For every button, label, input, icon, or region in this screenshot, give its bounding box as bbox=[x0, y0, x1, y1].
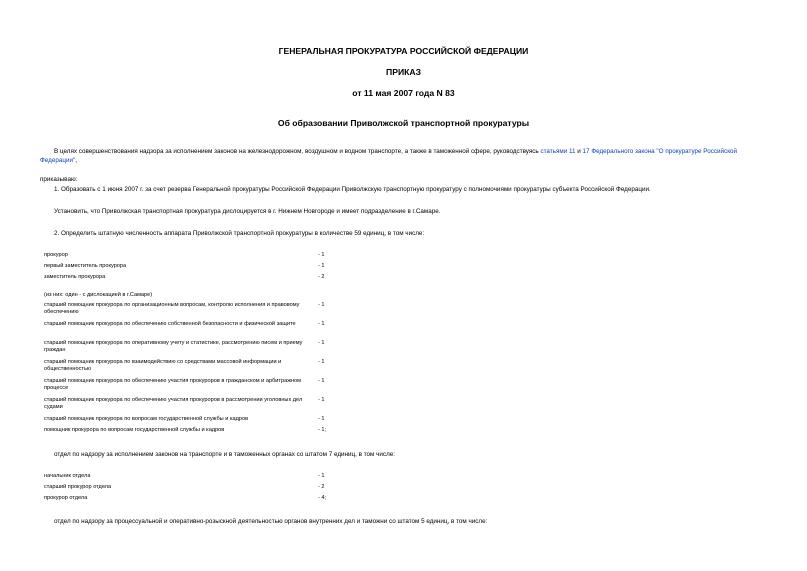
org-heading: ГЕНЕРАЛЬНАЯ ПРОКУРАТУРА РОССИЙСКОЙ ФЕДЕРАЦИИ bbox=[278, 46, 529, 56]
staff-position: первый заместитель прокурора bbox=[44, 263, 127, 269]
order-word: приказываю: bbox=[40, 176, 78, 183]
link-article-11[interactable]: статьями 11 bbox=[540, 148, 576, 155]
staff-position: прокурор bbox=[44, 252, 68, 258]
staff-count: - 1 bbox=[318, 359, 325, 365]
staff-position: заместитель прокурора bbox=[44, 274, 106, 280]
date-number-heading: от 11 мая 2007 года N 83 bbox=[352, 88, 455, 98]
preamble-text-and: и bbox=[575, 148, 583, 155]
preamble-text-end: , bbox=[75, 157, 77, 164]
staff-count: - 1 bbox=[318, 321, 325, 327]
paragraph-2: 2. Определить штатную численность аппарата Приволжской транспортной прокуратуры в количестве 59 единиц, в том числе: bbox=[54, 230, 425, 237]
staff-count: - 1 bbox=[318, 252, 325, 258]
staff-position: старший помощник прокурора по вопросам государственной службы и кадров bbox=[44, 416, 249, 422]
paragraph-1b: Установить, что Приволжская транспортная прокуратура дислоцируется в г. Нижнем Новгороде и имеет подразделение в г.Самаре. bbox=[54, 208, 441, 215]
staff-position: старший помощник прокурора по взаимодействию со средствами массовой информации и общественностью bbox=[44, 359, 282, 373]
link-prosecutor-law[interactable]: Федерального закона "О прокуратуре Российской Федерации" bbox=[40, 148, 738, 164]
staff-count: - 1 bbox=[318, 340, 325, 346]
staff-count: - 2 bbox=[318, 274, 325, 280]
staff-count: - 4; bbox=[318, 495, 327, 501]
doc-type-heading: ПРИКАЗ bbox=[386, 67, 421, 77]
staff-count: - 1; bbox=[318, 427, 327, 433]
staff-position: старший помощник прокурора по обеспечению участия прокуроров в рассмотрении уголовных дел судами bbox=[44, 397, 303, 411]
staff-count: - 1 bbox=[318, 302, 325, 308]
staff-position: старший прокурор отдела bbox=[44, 484, 112, 490]
staff-position: старший помощник прокурора по обеспечению собственной безопасности и физической защите bbox=[44, 321, 296, 327]
preamble-paragraph bbox=[40, 147, 775, 165]
staff-position: старший помощник прокурора по организационным вопросам, контролю исполнения и правовому обеспечению bbox=[44, 302, 300, 316]
subject-heading: Об образовании Приволжской транспортной прокуратуры bbox=[277, 118, 530, 128]
staff-count: - 2 bbox=[318, 484, 325, 490]
staff-count: - 1 bbox=[318, 378, 325, 384]
link-article-17[interactable]: 17 bbox=[582, 148, 590, 155]
paragraph-1: 1. Образовать с 1 июня 2007 г. за счет резерва Генеральной прокуратуры Российской Федерации Приволжскую транспортную прокуратуру с полномочиями прокуратуры субъекта Российской Федерации. bbox=[54, 186, 651, 193]
preamble-text-start: В целях совершенствования надзора за исполнением законов на железнодорожном, воздушном и водном транспорте, а также в таможенной сфере, руководствуясь bbox=[54, 148, 541, 155]
staff-position: прокурор отдела bbox=[44, 495, 88, 501]
staff-count: - 1 bbox=[318, 473, 325, 479]
paragraph-3: отдел по надзору за исполнением законов на транспорте и в таможенных органах со штатом 7 единиц, в том числе: bbox=[54, 451, 396, 458]
staff-note: (из них: один - с дислокацией в г.Самаре) bbox=[44, 292, 153, 298]
staff-count: - 1 bbox=[318, 263, 325, 269]
staff-position: помощник прокурора по вопросам государственной службы и кадров bbox=[44, 427, 225, 433]
paragraph-4: отдел по надзору за процессуальной и оперативно-розыскной деятельностью органов внутренних дел и таможни со штатом 5 единиц, в том числе: bbox=[54, 518, 488, 525]
staff-position: старший помощник прокурора по оперативному учету и статистике, рассмотрению писем и приему граждан bbox=[44, 340, 303, 354]
staff-count: - 1 bbox=[318, 397, 325, 403]
staff-position: начальник отдела bbox=[44, 473, 91, 479]
staff-count: - 1 bbox=[318, 416, 325, 422]
staff-position: старший помощник прокурора по обеспечению участия прокуроров в гражданском и арбитражном процессе bbox=[44, 378, 301, 392]
